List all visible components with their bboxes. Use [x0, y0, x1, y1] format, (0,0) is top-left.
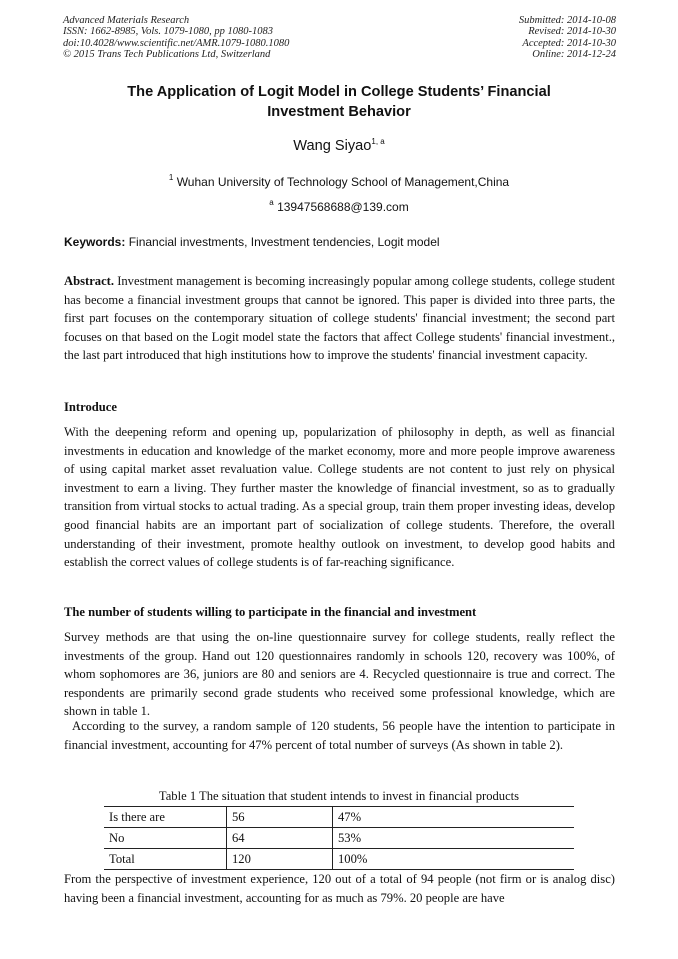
table-cell: 53% — [333, 828, 575, 849]
journal-name: Advanced Materials Research — [63, 15, 190, 26]
table-cell: 56 — [227, 807, 333, 828]
table-cell: Total — [104, 849, 227, 870]
issn-line: ISSN: 1662-8985, Vols. 1079-1080, pp 1080-1083 — [63, 26, 273, 38]
table-cell: Is there are — [104, 807, 227, 828]
copyright-line: © 2015 Trans Tech Publications Ltd, Switzerland — [63, 49, 271, 61]
submission-dates — [519, 15, 616, 61]
investment-experience-paragraph: From the perspective of investment experience, 120 out of a total of 94 people (not firm or is analog disc) having been a financial investment, accounting for as much as 79%. 20 people are have — [64, 872, 615, 905]
table-cell: 47% — [333, 807, 575, 828]
author-name: Wang Siyao — [293, 138, 372, 154]
keywords-label: Keywords: — [64, 235, 126, 249]
journal-meta — [63, 15, 289, 61]
paper-title — [64, 82, 614, 122]
table-cell: 64 — [227, 828, 333, 849]
affiliation — [64, 173, 614, 189]
table-1-caption: Table 1 The situation that student intends to invest in financial products — [158, 789, 520, 803]
table-cell: 120 — [227, 849, 333, 870]
introduce-paragraph: With the deepening reform and opening up, popularization of philosophy in depth, as well as financial investments in education and knowledge of the market economy, more and more people improve awareness of using capital market asset revaluation value. College students are not content to just rely on physical investment to earn a living. They further master the knowledge of financial investment, so as to gradually transition from virtual stocks to actual trading. As a special group, train them proper investing ideas, develop good financial habits are an important part of socialization of college students. Therefore, the overall understanding of their investment, promote healthy outlook on investment, to develop good habits and establish the correct values of college students is of far-reaching significance. — [64, 425, 615, 570]
doi-line: doi:10.4028/www.scientific.net/AMR.1079-1080.1080 — [63, 37, 290, 49]
keywords-text: Financial investments, Investment tendencies, Logit model — [128, 235, 440, 249]
section-heading-number-of-students: The number of students willing to participate in the financial and investment — [64, 605, 477, 619]
section-heading-introduce: Introduce — [64, 400, 117, 414]
title-line-1: The Application of Logit Model in College Students’ Financial — [127, 84, 551, 100]
survey-paragraph: Survey methods are that using the on-line questionnaire survey for college students, really reflect the investments of the group. Hand out 120 questionnaires randomly in schools 120, recovery was 100%, of whom sophomores are 36, juniors are 80 and seniors are 4. Recycled questionnaire is true and correct. The respondents are primarily second grade students who received some professional knowledge, which are shown in table 1. — [64, 630, 615, 719]
accepted-date: Accepted: 2014-10-30 — [522, 37, 616, 49]
abstract-text: Investment management is becoming increasingly popular among college students, college student has become a financial investment groups that cannot be ignored. This paper is divided into three parts, the first part focuses on the contemporary situation of college students' financial investment; the second part focuses on that based on the Logit model state the factors that affect College students' financial investment., the last part introduced that high institutions how to improve the students' financial investment capacity. — [64, 274, 615, 363]
author — [64, 137, 614, 154]
table-row — [104, 849, 574, 870]
abstract — [64, 272, 615, 365]
affiliation-text: Wuhan University of Technology School of Management,China — [176, 175, 510, 189]
table-row — [104, 807, 574, 828]
table-cell: 100% — [333, 849, 575, 870]
affiliation-superscript: 1 — [168, 173, 174, 182]
keywords — [64, 235, 614, 249]
table-1 — [104, 806, 574, 870]
revised-date: Revised: 2014-10-30 — [528, 26, 616, 38]
email-text: 13947568688@139.com — [277, 200, 409, 214]
submitted-date: Submitted: 2014-10-08 — [518, 15, 616, 26]
author-email — [64, 198, 614, 214]
table-row — [104, 828, 574, 849]
author-superscript: 1, a — [371, 137, 385, 146]
email-superscript: a — [269, 198, 274, 207]
survey-result-paragraph: According to the survey, a random sample of 120 students, 56 people have the intention to participate in financial investment, accounting for 47% percent of total number of surveys (As shown in table 2). — [64, 719, 615, 752]
online-date: Online: 2014-12-24 — [532, 49, 616, 61]
table-cell: No — [104, 828, 227, 849]
title-line-2: Investment Behavior — [267, 104, 411, 120]
abstract-label: Abstract. — [64, 274, 115, 288]
